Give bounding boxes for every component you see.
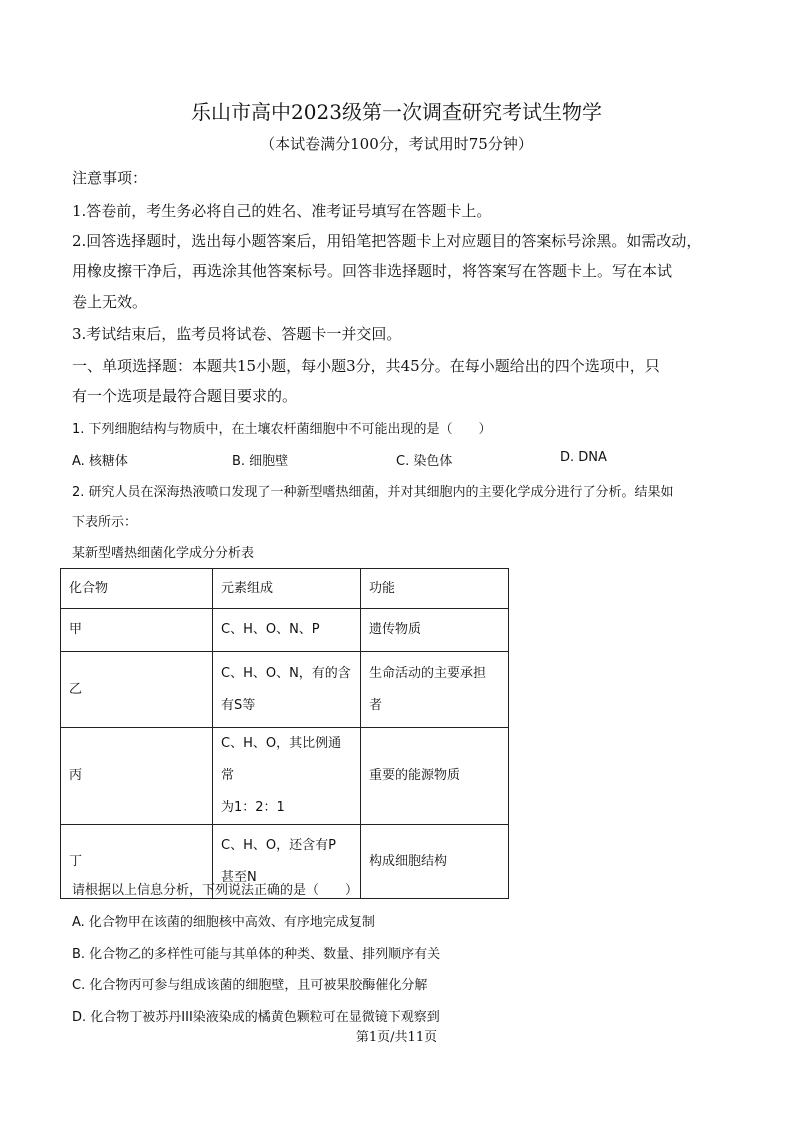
page-title: 乐山市高中2023级第一次调查研究考试生物学 [191,100,602,124]
question-1-option-b: B. 细胞壁 [232,454,289,469]
cell-line: 甚至N [221,869,257,885]
question-1-option-d: D. DNA [560,450,607,465]
table-header-cell: 元素组成 [213,569,361,609]
question-1-option-c: C. 染色体 [396,454,453,469]
composition-table [60,568,509,899]
table-header-cell: 功能 [361,569,509,609]
question-2-stem-line-1: 2. 研究人员在深海热液喷口发现了一种新型嗜热细菌，并对其细胞内的主要化学成分进行了分析。结果如 [72,485,674,500]
page-subtitle: （本试卷满分100分，考试用时75分钟） [260,135,533,153]
question-2-stem-line-2: 下表所示： [72,515,138,530]
table-row [61,652,509,728]
notice-item-3: 3.考试结束后，监考员将试卷、答题卡一并交回。 [72,325,402,343]
cell-line: C、H、O，还含有P [221,837,336,853]
page-footer: 第1页/共11页 [355,1030,438,1045]
cell-line: 有S等 [221,697,256,713]
notice-item-1: 1.答卷前，考生务必将自己的姓名、准考证号填写在答题卡上。 [72,202,492,220]
table-cell-function: 重要的能源物质 [361,728,509,825]
table-cell-compound: 丁 [61,825,213,899]
table-cell-function: 构成细胞结构 [361,825,509,899]
question-2-option-c: C. 化合物丙可参与组成该菌的细胞壁，且可被果胶酶催化分解 [72,978,428,993]
table-cell-elements: C、H、O、N、P [213,609,361,652]
question-2-option-d: D. 化合物丁被苏丹III染液染成的橘黄色颗粒可在显微镜下观察到 [72,1010,440,1025]
table-row [61,728,509,825]
notice-item-2-line-1: 2.回答选择题时，选出每小题答案后，用铅笔把答题卡上对应题目的答案标号涂黑。如需改动， [72,232,702,250]
section-heading-line-1: 一、单项选择题：本题共15小题，每小题3分，共45分。在每小题给出的四个选项中，只 [72,357,660,375]
table-cell-compound: 乙 [61,652,213,728]
table-row [61,609,509,652]
cell-line: 为1：2：1 [221,800,285,815]
table-cell-compound: 丙 [61,728,213,825]
notice-item-2-line-3: 卷上无效。 [72,293,148,311]
question-1-stem: 1. 下列细胞结构与物质中，在土壤农杆菌细胞中不可能出现的是（ ） [72,422,492,437]
cell-line: 者 [369,697,383,713]
table-cell-compound: 甲 [61,609,213,652]
table-cell-function: 遗传物质 [361,609,509,652]
table-cell-elements [213,728,361,825]
question-2-prompt: 请根据以上信息分析，下列说法正确的是（ ） [72,883,359,898]
table-cell-elements [213,652,361,728]
cell-line: 生命活动的主要承担 [369,665,487,681]
table-header-cell: 化合物 [61,569,213,609]
question-2-option-a: A. 化合物甲在该菌的细胞核中高效、有序地完成复制 [72,915,375,930]
question-2-option-b: B. 化合物乙的多样性可能与其单体的种类、数量、排列顺序有关 [72,947,441,962]
notice-item-2-line-2: 用橡皮擦干净后，再选涂其他答案标号。回答非选择题时，将答案写在答题卡上。写在本试 [72,262,673,280]
table-cell-function [361,652,509,728]
table-header-row [61,569,509,609]
notice-heading: 注意事项： [72,169,148,187]
section-heading-line-2: 有一个选项是最符合题目要求的。 [72,387,298,405]
cell-line: C、H、O、N，有的含 [221,665,351,681]
cell-line: C、H、O，其比例通常 [221,736,342,783]
table-caption: 某新型嗜热细菌化学成分分析表 [72,546,255,561]
question-1-option-a: A. 核糖体 [72,454,128,469]
